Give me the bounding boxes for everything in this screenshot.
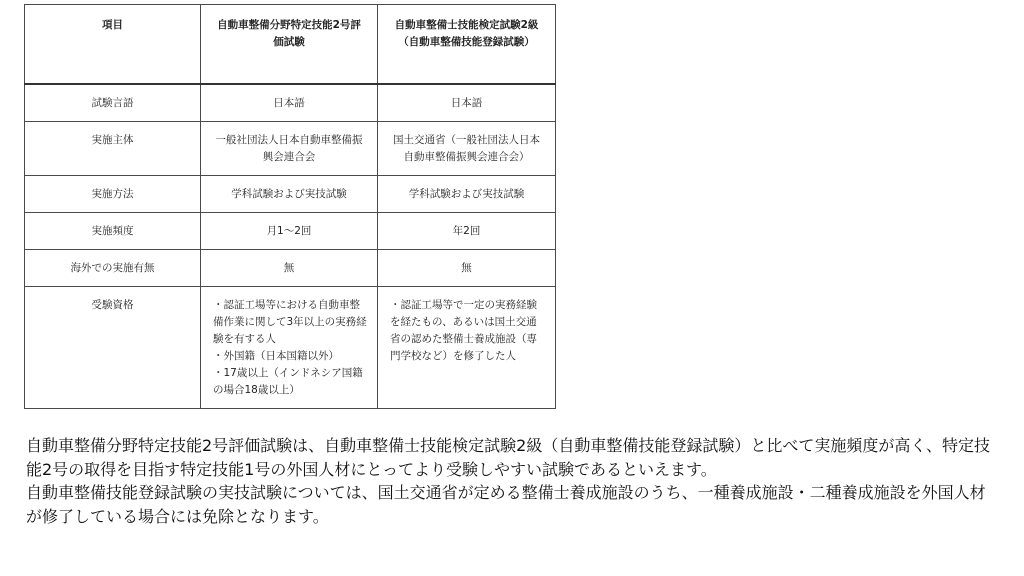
explanation-text [26,434,998,528]
row-label: 実施方法 [25,176,201,213]
row-label: 受験資格 [25,287,201,409]
qualification-line: ・外国籍（日本国籍以外） [213,350,339,362]
qualification-line: ・認証工場等における自動車整備作業に関して3年以上の実務経験を有する人 [213,299,367,345]
header-specified-skill-exam: 自動車整備分野特定技能2号評価試験 [201,5,378,85]
table-row [25,84,556,122]
cell-national-exam: 無 [378,250,556,287]
paragraph: 自動車整備分野特定技能2号評価試験は、自動車整備士技能検定試験2級（自動車整備技能登録試験）と比べて実施頻度が高く、特定技能2号の取得を目指す特定技能1号の外国人材にとってより受験しやすい試験であるといえます。 [26,436,991,479]
cell-national-exam: 国土交通省（一般社団法人日本自動車整備振興会連合会） [378,122,556,176]
table-row [25,122,556,176]
header-national-exam: 自動車整備士技能検定試験2級（自動車整備技能登録試験） [378,5,556,85]
table-row [25,250,556,287]
row-label: 試験言語 [25,84,201,122]
header-item: 項目 [25,5,201,85]
cell-specified-skill: 学科試験および実技試験 [201,176,378,213]
comparison-table [24,4,556,409]
comparison-table-wrapper [24,4,555,409]
paragraph: 自動車整備技能登録試験の実技試験については、国土交通省が定める整備士養成施設のうち、一種養成施設・二種養成施設を外国人材が修了している場合には免除となります。 [26,483,986,526]
table-header-row [25,5,556,85]
cell-national-exam: 年2回 [378,213,556,250]
row-label: 海外での実施有無 [25,250,201,287]
row-label: 実施主体 [25,122,201,176]
cell-national-exam: 学科試験および実技試験 [378,176,556,213]
row-label: 実施頻度 [25,213,201,250]
cell-specified-skill: 一般社団法人日本自動車整備振興会連合会 [201,122,378,176]
table-row-qualification [25,287,556,409]
cell-specified-skill: 無 [201,250,378,287]
cell-specified-skill: 日本語 [201,84,378,122]
table-row [25,213,556,250]
table-row [25,176,556,213]
cell-national-exam: 日本語 [378,84,556,122]
cell-specified-skill-qualification [201,287,378,409]
cell-specified-skill: 月1〜2回 [201,213,378,250]
qualification-line: ・認証工場等で一定の実務経験を経たもの、あるいは国土交通省の認めた整備士養成施設（専門学校など）を修了した人 [390,299,537,362]
cell-national-exam-qualification [378,287,556,409]
qualification-line: ・17歳以上（インドネシア国籍の場合18歳以上） [213,367,363,396]
